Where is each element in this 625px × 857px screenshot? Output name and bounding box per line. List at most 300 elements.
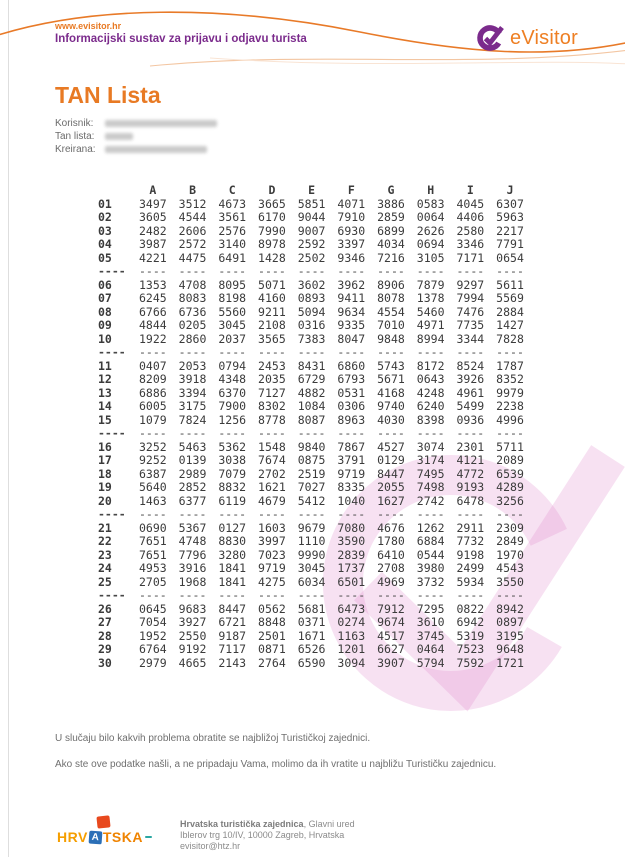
tan-cell: ----: [337, 345, 366, 359]
tan-cell: 3094: [337, 655, 366, 670]
row-number: 07: [98, 291, 112, 305]
tan-cell: 6410: [377, 547, 405, 562]
tan-cell: 4676: [377, 520, 405, 535]
tan-cell: 1079: [138, 412, 167, 427]
tan-cell: 5711: [496, 439, 524, 454]
tan-cell: ----: [377, 588, 405, 602]
tan-cell: 7383: [297, 331, 326, 346]
tan-cell: ----: [337, 588, 366, 602]
tan-cell: 2606: [178, 223, 207, 238]
tan-header-row: [98, 184, 530, 198]
tan-cell: ----: [258, 507, 286, 521]
tan-cell: 0316: [297, 318, 326, 332]
row-number: 28: [98, 628, 112, 643]
tan-cell: 2482: [138, 223, 167, 238]
tan-separator-row: [98, 508, 530, 522]
tan-cell: 2989: [178, 466, 207, 481]
tan-row: [98, 495, 530, 509]
tan-cell: 3927: [178, 615, 207, 629]
tan-cell: 6034: [297, 574, 326, 589]
tan-cell: 3561: [218, 210, 247, 224]
row-number: 19: [98, 480, 112, 494]
tan-cell: 8047: [337, 331, 366, 346]
tan-cell: 8078: [377, 291, 405, 305]
column-letter: E: [308, 183, 316, 197]
tan-cell: 9192: [178, 642, 207, 656]
tan-cell: 0274: [337, 615, 366, 629]
tan-cell: 0129: [377, 453, 405, 467]
tan-cell: 4030: [377, 412, 405, 427]
tan-cell: 3745: [416, 628, 445, 643]
footer-org-name: Hrvatska turistička zajednica: [180, 819, 304, 829]
row-number: 04: [98, 237, 112, 251]
tan-row: [98, 238, 530, 252]
tan-cell: 2859: [377, 210, 405, 224]
tan-cell: 0794: [218, 358, 247, 373]
tan-cell: 9335: [337, 318, 366, 332]
row-number: 06: [98, 277, 112, 292]
tan-cell: 4673: [218, 196, 247, 211]
tan-lista-value-redacted: [105, 133, 133, 140]
tan-cell: 1463: [138, 493, 167, 508]
tan-cell: 1040: [337, 493, 366, 508]
tan-cell: 8830: [218, 534, 247, 548]
info-row-tan-lista: [55, 130, 217, 143]
tan-cell: 0893: [297, 291, 326, 305]
tan-cell: 4248: [416, 385, 445, 400]
tan-cell: 0139: [178, 453, 207, 467]
row-number: 01: [98, 196, 112, 211]
tan-cell: 2576: [218, 223, 247, 238]
tan-cell: 0871: [258, 642, 286, 656]
tan-cell: 7295: [416, 601, 445, 616]
row-number: 25: [98, 574, 112, 589]
tan-cell: 4961: [456, 385, 485, 400]
tan-cell: ----: [337, 264, 366, 278]
tan-cell: ----: [496, 426, 524, 440]
tan-cell: 8963: [337, 412, 366, 427]
tan-cell: ----: [416, 588, 445, 602]
tan-row: [98, 333, 530, 347]
tan-cell: ----: [416, 426, 445, 440]
tan-cell: 8095: [218, 277, 247, 292]
tan-cell: 8302: [258, 399, 286, 413]
row-number: 13: [98, 385, 112, 400]
tan-cell: 7651: [138, 547, 167, 562]
tan-cell: 2037: [218, 331, 247, 346]
row-number: 12: [98, 372, 112, 386]
tan-cell: 6793: [337, 372, 366, 386]
tan-cell: 5611: [496, 277, 524, 292]
tan-cell: ----: [337, 426, 366, 440]
tan-cell: 6721: [218, 615, 247, 629]
tan-cell: 4406: [456, 210, 485, 224]
tan-cell: 6245: [138, 291, 167, 305]
tan-cell: 5743: [377, 358, 405, 373]
tan-cell: ----: [456, 345, 485, 359]
tan-cell: 2860: [178, 331, 207, 346]
tan-cell: ----: [218, 264, 247, 278]
tan-cell: 0936: [456, 412, 485, 427]
tan-cell: 4517: [377, 628, 405, 643]
tan-cell: 6501: [337, 574, 366, 589]
row-number: 16: [98, 439, 112, 454]
tan-cell: 2108: [258, 318, 286, 332]
tan-cell: 9719: [258, 561, 286, 575]
row-number: 03: [98, 223, 112, 238]
tan-cell: ----: [456, 507, 485, 521]
hrvatska-logo-red-square: [96, 815, 110, 828]
tan-cell: 2979: [138, 655, 167, 670]
tan-cell: 2852: [178, 480, 207, 494]
tan-cell: 8994: [416, 331, 445, 346]
tan-cell: 7912: [377, 601, 405, 616]
tan-row: [98, 360, 530, 374]
tan-cell: 3907: [377, 655, 405, 670]
row-number: 29: [98, 642, 112, 656]
tan-lista-label: Tan lista:: [55, 131, 95, 142]
tan-cell: 4527: [377, 439, 405, 454]
tan-cell: 6860: [337, 358, 366, 373]
tan-cell: 5094: [297, 304, 326, 319]
tan-cell: 2502: [297, 250, 326, 265]
page-edge-line: [8, 0, 9, 857]
tan-cell: 8978: [258, 237, 286, 251]
korisnik-label: Korisnik:: [55, 118, 94, 129]
tan-cell: 4348: [218, 372, 247, 386]
tan-cell: 3886: [377, 196, 405, 211]
tan-cell: 3394: [178, 385, 207, 400]
tan-cell: 3565: [258, 331, 286, 346]
tan-cell: 5851: [297, 196, 326, 211]
tan-cell: 7867: [337, 439, 366, 454]
row-number: 23: [98, 547, 112, 562]
tan-cell: ----: [416, 507, 445, 521]
tan-cell: 5640: [138, 480, 167, 494]
tan-cell: 8524: [456, 358, 485, 373]
tan-cell: 6387: [138, 466, 167, 481]
tan-cell: 6736: [178, 304, 207, 319]
tan-cell: 8087: [297, 412, 326, 427]
tan-cell: 4034: [377, 237, 405, 251]
tan-cell: 9007: [297, 223, 326, 238]
tan-cell: 3195: [496, 628, 524, 643]
tan-cell: 7023: [258, 547, 286, 562]
tan-cell: 4665: [178, 655, 207, 670]
tan-cell: 5319: [456, 628, 485, 643]
tan-row: [98, 225, 530, 239]
tan-cell: 3074: [416, 439, 445, 454]
tan-row: [98, 657, 530, 671]
row-number: 09: [98, 318, 112, 332]
kreirana-label: Kreirana:: [55, 144, 96, 155]
tan-cell: 8352: [496, 372, 524, 386]
tan-cell: 7498: [416, 480, 445, 494]
tan-cell: ----: [258, 426, 286, 440]
row-number: 08: [98, 304, 112, 319]
tan-cell: 5071: [258, 277, 286, 292]
tan-cell: 4543: [496, 561, 524, 575]
tan-row: [98, 400, 530, 414]
return-note: Ako ste ove podatke našli, a ne pripadaju Vama, molimo da ih vratite u najbližu Turističku zajednicu.: [55, 759, 497, 770]
tan-cell: 2911: [456, 520, 485, 535]
korisnik-value-redacted: [105, 120, 217, 127]
tan-info-block: [55, 117, 217, 156]
tan-cell: 6370: [218, 385, 247, 400]
tan-cell: 5499: [456, 399, 485, 413]
tan-cell: 0407: [138, 358, 167, 373]
row-number: 02: [98, 210, 112, 224]
tan-cell: 7990: [258, 223, 286, 238]
tan-cell: 0464: [416, 642, 445, 656]
tan-cell: 8335: [337, 480, 366, 494]
row-number: ----: [98, 345, 126, 359]
tan-cell: 7910: [337, 210, 366, 224]
tan-cell: 3732: [416, 574, 445, 589]
tan-cell: 2055: [377, 480, 405, 494]
tan-cell: 0875: [297, 453, 326, 467]
tan-cell: 7791: [496, 237, 524, 251]
tan-cell: 0822: [456, 601, 485, 616]
tan-cell: 5963: [496, 210, 524, 224]
tan-cell: 8447: [377, 466, 405, 481]
tan-cell: ----: [138, 345, 167, 359]
tan-cell: ----: [297, 264, 326, 278]
tan-cell: 9990: [297, 547, 326, 562]
tan-cell: 3512: [178, 196, 207, 211]
tan-cell: 1110: [297, 534, 326, 548]
tan-cell: 5412: [297, 493, 326, 508]
tan-cell: ----: [218, 588, 247, 602]
hrvatska-logo-dash: [145, 836, 152, 839]
tan-cell: 6307: [496, 196, 524, 211]
tan-cell: 0694: [416, 237, 445, 251]
tan-cell: 5794: [416, 655, 445, 670]
tan-cell: 0643: [416, 372, 445, 386]
tan-cell: 6377: [178, 493, 207, 508]
tan-row: [98, 387, 530, 401]
tan-cell: 2053: [178, 358, 207, 373]
tan-cell: ----: [297, 345, 326, 359]
column-letter: G: [387, 183, 395, 197]
row-number: ----: [98, 507, 126, 521]
tan-cell: 9848: [377, 331, 405, 346]
tan-cell: 7732: [456, 534, 485, 548]
tan-row: [98, 414, 530, 428]
tan-cell: 4772: [456, 466, 485, 481]
tan-cell: 7171: [456, 250, 485, 265]
tan-cell: 1262: [416, 520, 445, 535]
tan-cell: 9719: [337, 466, 366, 481]
tan-cell: ----: [218, 345, 247, 359]
tan-cell: ----: [416, 264, 445, 278]
tan-cell: ----: [496, 345, 524, 359]
tan-cell: 1378: [416, 291, 445, 305]
tan-cell: 4475: [178, 250, 207, 265]
tan-separator-row: [98, 589, 530, 603]
tan-cell: 9411: [337, 291, 366, 305]
tan-cell: 2453: [258, 358, 286, 373]
page-title: TAN Lista: [55, 82, 161, 108]
tan-cell: 5560: [218, 304, 247, 319]
column-letter: D: [268, 183, 276, 197]
tan-cell: 7828: [496, 331, 524, 346]
tan-cell: 2702: [258, 466, 286, 481]
row-number: 24: [98, 561, 112, 575]
tan-cell: 0371: [297, 615, 326, 629]
tan-cell: 6942: [456, 615, 485, 629]
tan-cell: 2143: [218, 655, 247, 670]
hrvatska-tourist-board-logo: [57, 815, 177, 853]
tan-cell: 2501: [258, 628, 286, 643]
tan-cell: ----: [297, 588, 326, 602]
tan-cell: 3038: [218, 453, 247, 467]
tan-cell: 5671: [377, 372, 405, 386]
tan-cell: 3550: [496, 574, 524, 589]
tan-cell: 3497: [138, 196, 167, 211]
tan-cell: ----: [138, 507, 167, 521]
column-letter: A: [149, 183, 157, 197]
tan-cell: 3997: [258, 534, 286, 548]
tan-cell: 2705: [138, 574, 167, 589]
kreirana-value-redacted: [105, 146, 207, 153]
tan-cell: 9297: [456, 277, 485, 292]
tan-cell: 1427: [496, 318, 524, 332]
tan-cell: 4071: [337, 196, 366, 211]
tan-cell: 8172: [416, 358, 445, 373]
header-url: www.evisitor.hr: [55, 21, 122, 31]
tan-cell: 5463: [178, 439, 207, 454]
tan-cell: 1603: [258, 520, 286, 535]
tan-cell: ----: [297, 507, 326, 521]
tan-cell: 8431: [297, 358, 326, 373]
info-row-kreirana: [55, 143, 217, 156]
info-row-korisnik: [55, 117, 217, 130]
tan-cell: 1353: [138, 277, 167, 292]
tan-cell: 4953: [138, 561, 167, 575]
row-number: 14: [98, 399, 112, 413]
tan-cell: 7523: [456, 642, 485, 656]
tan-cell: 6627: [377, 642, 405, 656]
tan-row: [98, 616, 530, 630]
tan-cell: 9740: [377, 399, 405, 413]
tan-cell: 4045: [456, 196, 485, 211]
tan-cell: 2309: [496, 520, 524, 535]
tan-cell: 9346: [337, 250, 366, 265]
tan-cell: 7127: [258, 385, 286, 400]
tan-row: [98, 549, 530, 563]
tan-row: [98, 643, 530, 657]
tan-cell: 8083: [178, 291, 207, 305]
tan-row: [98, 562, 530, 576]
tan-cell: 3174: [416, 453, 445, 467]
row-number: 05: [98, 250, 112, 265]
tan-cell: 9211: [258, 304, 286, 319]
tan-cell: 6170: [258, 210, 286, 224]
tan-cell: ----: [218, 426, 247, 440]
tan-cell: 2742: [416, 493, 445, 508]
row-number: ----: [98, 426, 126, 440]
tan-cell: 1084: [297, 399, 326, 413]
tan-cell: ----: [297, 426, 326, 440]
tan-row: [98, 198, 530, 212]
tan-cell: 1428: [258, 250, 286, 265]
tan-cell: 7117: [218, 642, 247, 656]
tan-cell: 7054: [138, 615, 167, 629]
tan-cell: 4882: [297, 385, 326, 400]
tan-cell: 0897: [496, 615, 524, 629]
tan-cell: 7476: [456, 304, 485, 319]
tan-row: [98, 306, 530, 320]
tan-cell: 9674: [377, 615, 405, 629]
tan-cell: 9840: [297, 439, 326, 454]
evisitor-checkmark-icon: [476, 23, 506, 53]
tan-cell: 8447: [218, 601, 247, 616]
tan-cell: 2499: [456, 561, 485, 575]
tan-cell: 7674: [258, 453, 286, 467]
tan-separator-row: [98, 427, 530, 441]
tan-cell: ----: [377, 426, 405, 440]
tan-row: [98, 630, 530, 644]
header-subtitle: Informacijski sustav za prijavu i odjavu turista: [55, 33, 307, 45]
tan-cell: 2839: [337, 547, 366, 562]
footer-email: evisitor@htz.hr: [180, 841, 241, 851]
footer-address: Iblerov trg 10/IV, 10000 Zagreb, Hrvatska: [180, 830, 345, 840]
tan-cell: 6930: [337, 223, 366, 238]
row-number: 30: [98, 655, 112, 670]
tan-cell: 7027: [297, 480, 326, 494]
tan-cell: 4160: [258, 291, 286, 305]
evisitor-logo: [476, 23, 578, 53]
tan-cell: 4748: [178, 534, 207, 548]
tan-cell: 3252: [138, 439, 167, 454]
tan-cell: ----: [456, 426, 485, 440]
tan-cell: 1841: [218, 574, 247, 589]
tan-cell: 3397: [337, 237, 366, 251]
row-number: 18: [98, 466, 112, 481]
tan-cell: 8398: [416, 412, 445, 427]
tan-cell: 9044: [297, 210, 326, 224]
tan-cell: 3791: [337, 453, 366, 467]
tan-cell: 4554: [377, 304, 405, 319]
tan-cell: 0690: [138, 520, 167, 535]
tan-cell: 2626: [416, 223, 445, 238]
tan-cell: 6240: [416, 399, 445, 413]
row-number: 27: [98, 615, 112, 629]
tan-cell: 7079: [218, 466, 247, 481]
tan-cell: 3665: [258, 196, 286, 211]
tan-cell: ----: [258, 345, 286, 359]
column-letter: I: [466, 183, 474, 197]
tan-cell: 7592: [456, 655, 485, 670]
tan-cell: ----: [416, 345, 445, 359]
tan-cell: ----: [178, 426, 207, 440]
row-number: 20: [98, 493, 112, 508]
tan-cell: 7735: [456, 318, 485, 332]
tan-cell: 3256: [496, 493, 524, 508]
tan-row: [98, 468, 530, 482]
tan-cell: 6886: [138, 385, 167, 400]
tan-cell: 6539: [496, 466, 524, 481]
tan-row: [98, 279, 530, 293]
tan-cell: 6766: [138, 304, 167, 319]
tan-cell: ----: [377, 264, 405, 278]
help-note: U slučaju bilo kakvih problema obratite se najbližoj Turističkoj zajednici.: [55, 733, 371, 744]
hrvatska-logo-letters: [57, 829, 152, 845]
tan-cell: 8848: [258, 615, 286, 629]
tan-cell: 2764: [258, 655, 286, 670]
tan-cell: 6764: [138, 642, 167, 656]
